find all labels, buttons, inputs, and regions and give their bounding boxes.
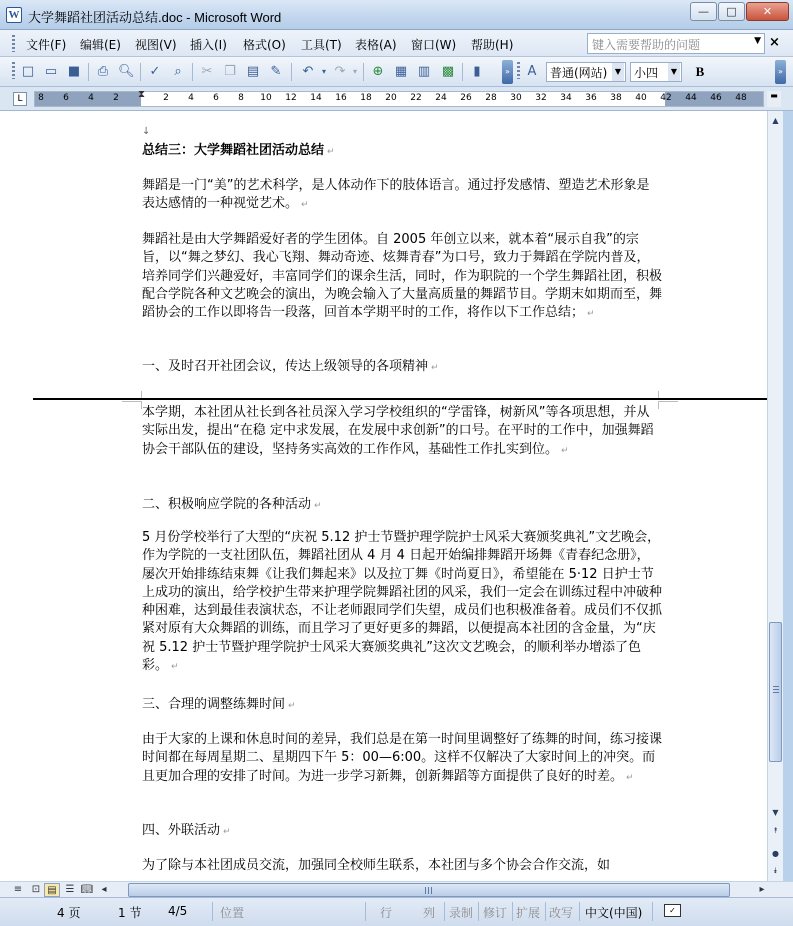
status-record[interactable]: 录制: [449, 906, 474, 920]
ruler-number: 34: [560, 93, 572, 103]
paragraph-mark: ↵: [587, 309, 595, 320]
menu-format[interactable]: 格式(O): [243, 38, 286, 52]
paragraph-mark: ↵: [327, 147, 335, 157]
ruler-number: 8: [38, 93, 44, 103]
status-position[interactable]: 位置: [220, 906, 245, 920]
ruler-number: 4: [188, 93, 194, 103]
scroll-left-icon[interactable]: ◂: [101, 884, 107, 895]
paragraph-text: 由于大家的上课和休息时间的差异，我们总是在第一时间里调整好了练舞的时间，练习接课时间都在每周星期二、星期四下午 5：00—6:00。这样不仅解决了大家时间上的冲突。而且更加合理的安排了时间。为进一步学习新舞，创新舞蹈等方面提供了良好的时差。: [142, 732, 663, 784]
horizontal-scrollbar-row: [0, 881, 793, 897]
menu-tools[interactable]: 工具(T): [301, 38, 342, 52]
vertical-scroll-thumb[interactable]: [769, 622, 782, 762]
heading-text: 总结三：大学舞蹈社团活动总结: [142, 143, 325, 158]
paragraph[interactable]: [142, 404, 662, 460]
horizontal-ruler[interactable]: [34, 91, 764, 107]
normal-view-icon[interactable]: ≡: [13, 884, 23, 895]
redo-dropdown-icon[interactable]: ▾: [352, 67, 357, 76]
ruler-number: 12: [285, 93, 297, 103]
toolbar-separator: [140, 63, 141, 81]
undo-dropdown-icon[interactable]: ▾: [321, 67, 326, 76]
ruler-number: 38: [610, 93, 622, 103]
paragraph[interactable]: [142, 857, 662, 875]
paragraph[interactable]: [142, 177, 662, 215]
ruler-number: 24: [435, 93, 447, 103]
tables-borders-icon[interactable]: ▦: [394, 64, 408, 79]
insert-table-icon[interactable]: ▥: [417, 64, 431, 79]
help-search-input[interactable]: [587, 33, 765, 54]
status-revise[interactable]: 修订: [483, 906, 508, 920]
ruler-number: 30: [510, 93, 522, 103]
spelling-icon[interactable]: ✓: [149, 64, 161, 79]
ruler-number: 28: [485, 93, 497, 103]
status-line[interactable]: 行: [380, 906, 393, 920]
horizontal-scroll-track[interactable]: [112, 883, 752, 897]
font-size-value: 小四: [634, 66, 659, 80]
paragraph-text: 二、积极响应学院的各种活动: [142, 497, 312, 512]
menu-insert[interactable]: 插入(I): [190, 38, 227, 52]
close-button[interactable]: ✕: [746, 2, 789, 21]
undo-icon[interactable]: ↶: [302, 64, 314, 79]
ruler-number: 14: [310, 93, 322, 103]
menu-help[interactable]: 帮助(H): [471, 38, 514, 52]
status-section[interactable]: 1 节: [118, 906, 142, 920]
toolbar-separator: [88, 63, 89, 81]
toolbar-options-icon[interactable]: »: [775, 60, 786, 84]
paragraph-mark: ↓: [142, 126, 151, 137]
status-divider: [579, 902, 580, 921]
menu-edit[interactable]: 编辑(E): [80, 38, 121, 52]
ruler-number: 32: [535, 93, 547, 103]
paragraph-mark: ↵: [171, 662, 179, 673]
ruler-row: [0, 87, 793, 111]
paragraph-text: 本学期，本社团从社长到各社员深入学习学校组织的“学雷锋，树新风”等各项思想，并从实际出发，提出“在稳 定中求发展，在发展中求创新”的口号。在平时的工作中，加强舞蹈协会干部队伍的建设，坚持务实高效的工作作风，基础性工作扎实到位。: [142, 405, 654, 457]
menu-window[interactable]: 窗口(W): [411, 38, 457, 52]
status-page[interactable]: 4 页: [57, 906, 81, 920]
window-title: 大学舞蹈社团活动总结.doc - Microsoft Word: [28, 10, 282, 25]
paragraph-text: 三、合理的调整练舞时间: [142, 697, 286, 712]
ruler-number: 6: [213, 93, 219, 103]
paragraph-mark: ↵: [561, 445, 569, 456]
print-preview-icon[interactable]: 🔍︎: [118, 64, 135, 79]
minimize-button[interactable]: —: [690, 2, 717, 21]
menu-file[interactable]: 文件(F): [26, 38, 67, 52]
toolbar-separator: [462, 63, 463, 81]
status-divider: [512, 902, 513, 921]
paragraph[interactable]: [142, 529, 662, 676]
format-painter-icon[interactable]: ✎: [270, 64, 282, 79]
section-heading[interactable]: [142, 358, 662, 377]
status-extend[interactable]: 扩展: [516, 906, 541, 920]
next-page-icon[interactable]: ⯯: [773, 866, 778, 875]
ruler-number: 2: [163, 93, 169, 103]
reading-layout-icon[interactable]: 📖︎: [80, 884, 94, 895]
paste-icon[interactable]: ▤: [246, 64, 260, 79]
paragraph-text: 一、及时召开社团会议，传达上级领导的各项精神: [142, 359, 429, 374]
save-icon[interactable]: ■: [67, 64, 81, 79]
document-area[interactable]: [0, 111, 767, 881]
ruler-number: 26: [460, 93, 472, 103]
thumb-grip: [425, 887, 433, 894]
thumb-grip: [773, 686, 779, 693]
ruler-number: 10: [260, 93, 272, 103]
scroll-split-icon[interactable]: ▬: [767, 91, 781, 107]
menu-view[interactable]: 视图(V): [135, 38, 177, 52]
research-icon[interactable]: ⌕: [174, 64, 182, 79]
web-layout-icon[interactable]: ⊡: [31, 884, 41, 895]
ruler-number: 18: [360, 93, 372, 103]
status-divider: [444, 902, 445, 921]
ruler-number: 46: [710, 93, 722, 103]
hyperlink-icon[interactable]: ⊕: [372, 64, 384, 79]
paragraph-mark: ↵: [314, 501, 322, 511]
page-break-line: [33, 398, 767, 400]
word-document-icon[interactable]: W: [6, 7, 22, 23]
status-overtype[interactable]: 改写: [549, 906, 574, 920]
ruler-number: 36: [585, 93, 597, 103]
style-select-value: 普通(网站): [550, 66, 608, 80]
paragraph-mark: ↵: [223, 827, 231, 837]
status-language[interactable]: 中文(中国): [585, 906, 643, 920]
print-icon[interactable]: ⎙: [97, 64, 109, 79]
insert-excel-icon[interactable]: ▩: [441, 64, 455, 79]
toolbar-separator: [363, 63, 364, 81]
toolbar-options-icon[interactable]: »: [502, 60, 513, 84]
status-divider: [365, 902, 366, 921]
paragraph-text: 为了除与本社团成员交流，加强同全校师生联系，本社团与多个协会合作交流，如: [142, 858, 611, 873]
menu-grip[interactable]: [12, 35, 15, 52]
title-bar: [0, 0, 793, 30]
tab-selector[interactable]: L: [13, 92, 27, 106]
scroll-down-icon[interactable]: ▼: [772, 808, 779, 817]
outline-view-icon[interactable]: ☰: [65, 884, 75, 895]
paragraph-mark: ↵: [288, 701, 296, 711]
bold-button[interactable]: B: [695, 64, 705, 79]
ruler-number: 16: [335, 93, 347, 103]
select-browse-object-icon[interactable]: ●: [772, 849, 779, 858]
ruler-number: 6: [63, 93, 69, 103]
ruler-number: 8: [238, 93, 244, 103]
status-divider: [478, 902, 479, 921]
status-divider: [652, 902, 653, 921]
section-heading[interactable]: [142, 496, 662, 515]
status-divider: [212, 902, 213, 921]
help-search-placeholder: 键入需要帮助的问题: [592, 38, 701, 52]
ruler-number: 4: [88, 93, 94, 103]
paragraph-mark: ↵: [431, 363, 439, 373]
styles-formatting-icon[interactable]: A: [527, 64, 537, 79]
indent-marker-icon[interactable]: ⧗: [138, 89, 146, 100]
chevron-down-icon[interactable]: ▼: [668, 63, 680, 81]
paragraph-mark: ↵: [626, 772, 634, 783]
section-heading[interactable]: [142, 696, 662, 715]
toolbar-grip[interactable]: [517, 62, 520, 79]
menu-bar: [0, 30, 793, 57]
paragraph[interactable]: [142, 731, 662, 787]
menu-table[interactable]: 表格(A): [355, 38, 397, 52]
paragraph-text: 5 月份学校举行了大型的“庆祝 5.12 护士节暨护理学院护士风采大赛颁奖典礼”文艺晚会，作为学院的一支社团队伍，舞蹈社团从 4 月 4 日起开始编排舞蹈开场舞《青春纪念册》，屡次开始排练结束舞《让我们舞起来》以及拉丁舞《时尚夏日》，希望能在 5·12 日护士节上成功的演出，给学校护生带来护理学院舞蹈社团的风采，我们一定会在训练过程中冲破种种困难，达到最佳表演状态，不让老师跟同学们失望，成员们也积极准备着。成员们不仅抓紧对原有大众舞蹈的训练，而且学习了更好更多的舞蹈，以便提高本社团的含金量，为“庆祝 5.12 护士节暨护理学院护士风采大赛颁奖典礼”这次文艺晚会，的顺利举办增添了色彩。: [142, 530, 663, 674]
ruler-number: 40: [635, 93, 647, 103]
paragraph-mark: ↵: [301, 200, 309, 211]
toolbar-separator: [291, 63, 292, 81]
toolbar: [0, 57, 793, 87]
horizontal-scroll-thumb[interactable]: [128, 883, 730, 897]
toolbar-separator: [192, 63, 193, 81]
paragraph-text: 舞蹈社是由大学舞蹈爱好者的学生团体。自 2005 年创立以来，就本着“展示自我”的宗旨，以“舞之梦幻、我心飞翔、舞动奇迹、炫舞青春”为口号，致力于舞蹈在学院内普及，培养同学们兴趣爱好，丰富同学们的课余生活，同时，作为职院的一个学生舞蹈社团，积极配合学院各种文艺晚会的演出，为晚会输入了大量高质量的舞蹈节目。学期末如期而至，舞蹈协会的工作以即将告一段落，回首本学期平时的工作，将作以下工作总结；: [142, 232, 663, 321]
paragraph-text: 四、外联活动: [142, 823, 221, 838]
columns-icon[interactable]: ▮: [473, 64, 481, 79]
chevron-down-icon[interactable]: ▼: [754, 36, 761, 46]
paragraph[interactable]: [142, 231, 662, 323]
spelling-status-icon[interactable]: ✓: [664, 904, 681, 917]
print-layout-icon[interactable]: ▤: [44, 883, 60, 897]
ruler-number: 44: [685, 93, 697, 103]
section-heading[interactable]: [142, 822, 662, 841]
new-document-icon[interactable]: □: [21, 64, 35, 79]
previous-page-icon[interactable]: ⯭: [773, 826, 778, 835]
maximize-button[interactable]: □: [718, 2, 745, 21]
scroll-right-icon[interactable]: ▸: [759, 884, 765, 895]
margin-corner-mark: [122, 401, 142, 409]
ruler-number: 2: [113, 93, 119, 103]
status-divider: [545, 902, 546, 921]
vertical-scrollbar[interactable]: [767, 111, 783, 881]
font-size-select[interactable]: [630, 62, 682, 82]
paragraph-text: 舞蹈是一门“美”的艺术科学，是人体动作下的肢体语言。通过抒发感情、塑造艺术形象是表达感情的一种视觉艺术。: [142, 178, 650, 212]
status-column[interactable]: 列: [423, 906, 436, 920]
document-heading[interactable]: [142, 142, 662, 161]
ruler-number: 22: [410, 93, 422, 103]
window-controls: [689, 2, 789, 21]
status-page-of[interactable]: 4/5: [168, 904, 188, 918]
close-document-button[interactable]: ×: [769, 35, 780, 50]
redo-icon[interactable]: ↷: [334, 64, 346, 79]
open-folder-icon[interactable]: ▭: [44, 64, 58, 79]
ruler-number: 20: [385, 93, 397, 103]
style-select[interactable]: [546, 62, 626, 82]
status-bar: [0, 897, 793, 926]
ruler-number: 42: [660, 93, 672, 103]
chevron-down-icon[interactable]: ▼: [612, 63, 624, 81]
cut-icon[interactable]: ✂: [201, 64, 213, 79]
ruler-number: 48: [735, 93, 747, 103]
scroll-up-icon[interactable]: ▲: [772, 116, 779, 125]
copy-icon[interactable]: ❐: [224, 64, 236, 79]
toolbar-grip[interactable]: [12, 62, 15, 79]
window-frame-right: [783, 111, 793, 881]
